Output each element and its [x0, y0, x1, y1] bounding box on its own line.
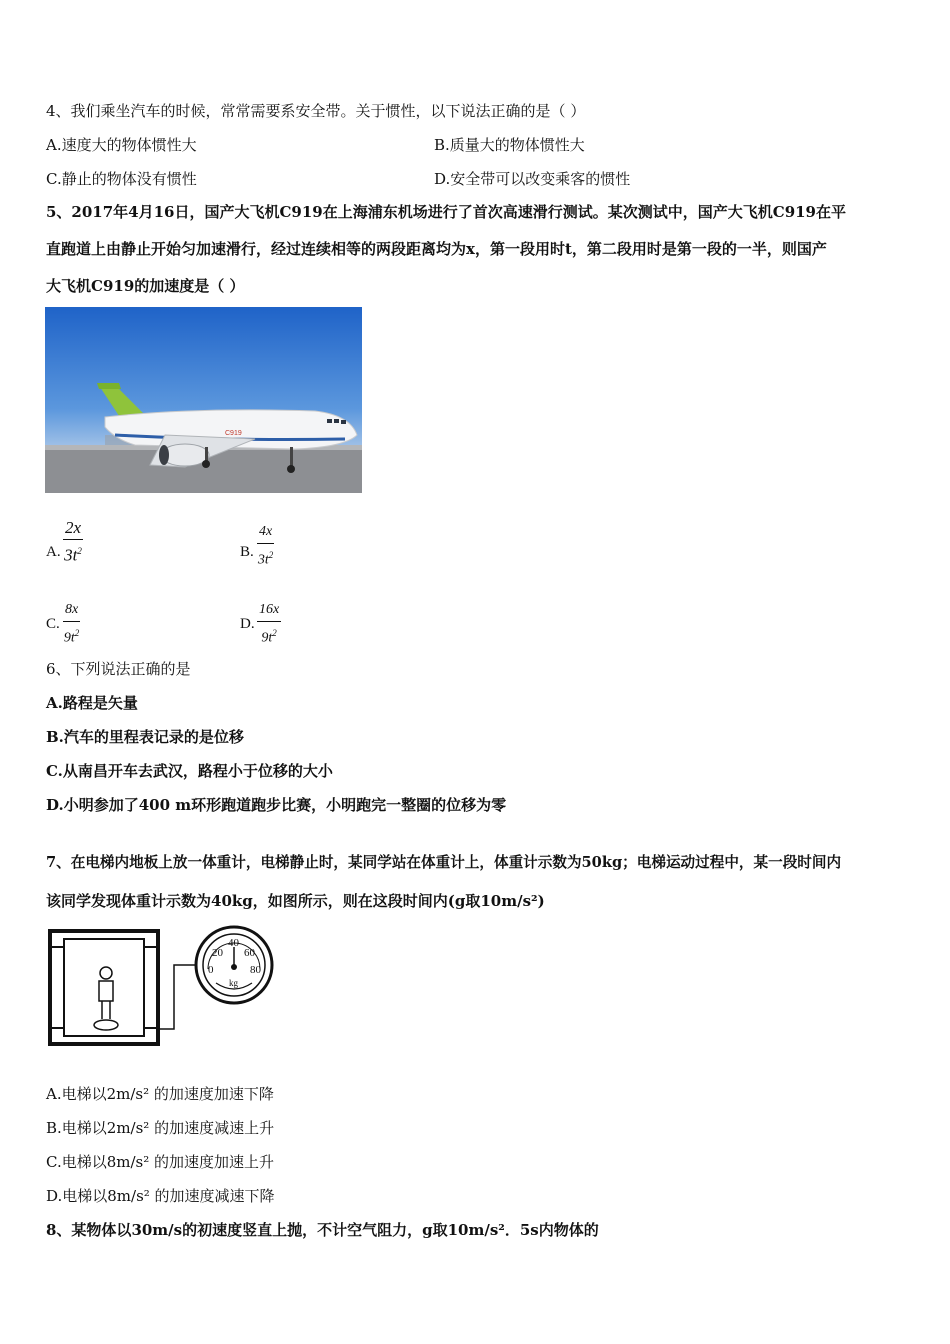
q5-option-c-denominator: 9t	[63, 630, 75, 646]
q5-option-c-exponent: 2	[74, 628, 80, 638]
q5-option-d-fraction	[257, 599, 281, 650]
q6-option-c: C.从南昌开车去武汉，路程小于位移的大小	[46, 762, 333, 780]
gauge-tick-20: 20	[212, 947, 223, 959]
q7-option-b: B.电梯以2m/s² 的加速度减速上升	[46, 1119, 275, 1137]
elevator-scale-diagram	[48, 925, 278, 1050]
q6-option-a: A.路程是矢量	[46, 694, 138, 712]
q5-option-a-denominator: 3t	[64, 545, 78, 565]
q5-option-b-denominator: 3t	[257, 552, 269, 568]
gauge-tick-40: 40	[228, 937, 239, 949]
q5-option-c-numerator: 8x	[63, 599, 80, 622]
q7-option-a: A.电梯以2m/s² 的加速度加速下降	[46, 1085, 274, 1103]
q5-stem-line-2: 直跑道上由静止开始匀加速滑行，经过连续相等的两段距离均为x，第一段用时t，第二段用时是第一段的一半，则国产	[46, 240, 827, 258]
q5-option-a-fraction	[63, 517, 83, 567]
q5-option-d-denominator: 9t	[261, 630, 273, 646]
q5-option-b-fraction	[257, 521, 274, 572]
q7-option-d: D.电梯以8m/s² 的加速度减速下降	[46, 1187, 275, 1205]
q7-stem-line-2: 该同学发现体重计示数为40kg，如图所示，则在这段时间内(g取10m/s²)	[46, 892, 545, 910]
q5-option-a-exponent: 2	[77, 546, 82, 556]
q4-option-d: D.安全带可以改变乘客的惯性	[434, 170, 631, 188]
q5-option-c-fraction	[63, 599, 80, 650]
q5-option-a-label: A.	[46, 544, 61, 560]
q6-option-b: B.汽车的里程表记录的是位移	[46, 728, 244, 746]
gauge-tick-0: 0	[208, 964, 214, 976]
q8-stem: 8、某物体以30m/s的初速度竖直上抛，不计空气阻力，g取10m/s²．5s内物体的	[46, 1221, 599, 1239]
q5-option-b-numerator: 4x	[257, 521, 274, 544]
q5-option-d-exponent: 2	[272, 628, 277, 638]
q5-option-d-numerator: 16x	[257, 599, 281, 622]
q5-option-d-label: D.	[240, 616, 255, 632]
q5-option-a-numerator: 2x	[63, 517, 83, 540]
q6-option-d: D.小明参加了400 m环形跑道跑步比赛，小明跑完一整圈的位移为零	[46, 796, 507, 814]
q5-stem-line-3: 大飞机C919的加速度是（ ）	[46, 277, 245, 295]
q5-option-b-exponent: 2	[268, 550, 274, 560]
c919-fuselage-label: C919	[225, 430, 242, 437]
c919-aircraft-photo	[45, 307, 362, 493]
q4-option-b: B.质量大的物体惯性大	[434, 136, 585, 154]
q6-stem: 6、下列说法正确的是	[46, 660, 191, 678]
q4-option-c: C.静止的物体没有惯性	[46, 170, 197, 188]
q5-stem-line-1: 5、2017年4月16日，国产大飞机C919在上海浦东机场进行了首次高速滑行测试。某次测试中，国产大飞机C919在平	[46, 203, 846, 221]
gauge-tick-60: 60	[244, 947, 255, 959]
gauge-unit: kg	[229, 978, 238, 988]
q7-option-c: C.电梯以8m/s² 的加速度加速上升	[46, 1153, 275, 1171]
q4-stem: 4、我们乘坐汽车的时候，常常需要系安全带。关于惯性，以下说法正确的是（ ）	[46, 102, 586, 120]
gauge-tick-80: 80	[250, 964, 261, 976]
q4-option-a: A.速度大的物体惯性大	[46, 136, 197, 154]
q5-option-b-label: B.	[240, 544, 254, 560]
q5-option-c-label: C.	[46, 616, 60, 632]
q7-stem-line-1: 7、在电梯内地板上放一体重计，电梯静止时，某同学站在体重计上，体重计示数为50kg；电梯运动过程中，某一段时间内	[46, 854, 842, 871]
